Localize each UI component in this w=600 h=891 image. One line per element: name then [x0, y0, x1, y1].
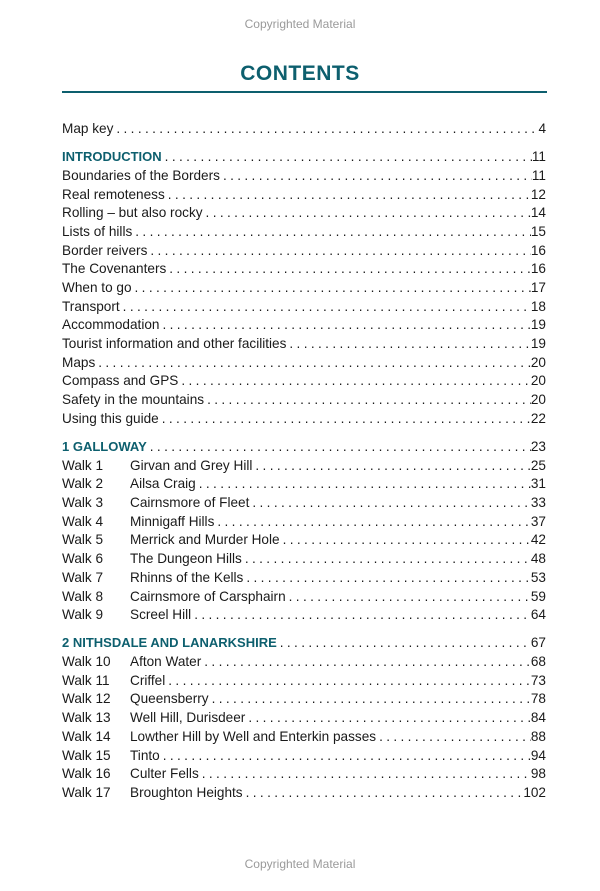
entry-title: Merrick and Murder Hole [130, 532, 280, 548]
toc-entry[interactable] [62, 550, 546, 569]
entry-title: Using this guide [62, 410, 159, 426]
page-number: 19 [530, 336, 546, 352]
dot-leader [160, 747, 531, 766]
page-number: 94 [530, 747, 546, 763]
entry-title: When to go [62, 280, 132, 295]
page-number: 20 [530, 373, 546, 389]
walk-number: Walk 17 [62, 784, 111, 800]
dot-leader [113, 120, 538, 139]
walk-number: Walk 7 [62, 569, 104, 585]
entry-title: Queensberry [130, 691, 209, 707]
page-number: 19 [530, 317, 546, 333]
dot-leader [203, 204, 531, 223]
page-number: 18 [530, 298, 546, 314]
entry-title: Screel Hill [130, 607, 192, 623]
toc-section [62, 148, 546, 428]
entry-title: Map key [62, 121, 114, 136]
page-number: 20 [530, 392, 546, 408]
entry-title: Real remoteness [62, 186, 165, 202]
walk-number: Walk 15 [62, 747, 111, 763]
entry-title: Cairnsmore of Fleet [130, 495, 250, 511]
toc-entry[interactable] [62, 298, 546, 317]
page-number: 102 [523, 784, 546, 800]
dot-leader [191, 606, 531, 625]
page-number: 73 [530, 672, 546, 688]
toc-section-heading[interactable] [62, 148, 546, 167]
entry-title: Border reivers [62, 242, 148, 258]
dot-leader [196, 475, 531, 494]
dot-leader [165, 186, 531, 205]
toc-entry[interactable] [62, 728, 546, 747]
toc-entry[interactable] [62, 784, 546, 803]
toc-entry[interactable] [62, 569, 546, 588]
entry-title: Tinto [130, 747, 160, 763]
entry-title: Afton Water [130, 654, 202, 670]
entry-title: Rolling – but also rocky [62, 205, 203, 221]
dot-leader [199, 765, 531, 784]
dot-leader [147, 242, 531, 261]
page-number: 25 [530, 457, 546, 473]
dot-leader [162, 148, 532, 167]
page-number: 17 [530, 280, 546, 295]
entry-title: Safety in the mountains [62, 392, 205, 408]
page-number: 78 [530, 691, 546, 707]
page-number: 33 [530, 495, 546, 511]
page-number: 4 [538, 121, 546, 136]
entry-title: Broughton Heights [130, 784, 243, 800]
dot-leader [245, 709, 531, 728]
entry-title: INTRODUCTION [62, 149, 162, 165]
entry-title: Ailsa Craig [130, 476, 196, 492]
toc-entry[interactable] [62, 709, 546, 728]
dot-leader [242, 550, 531, 569]
entry-title: Transport [62, 298, 120, 314]
page-number: 37 [530, 513, 546, 529]
toc-entry[interactable] [62, 204, 546, 223]
toc-entry[interactable] [62, 457, 546, 476]
walk-number: Walk 4 [62, 513, 104, 529]
toc-entry[interactable] [62, 391, 546, 410]
dot-leader [132, 223, 531, 242]
page-number: 15 [530, 223, 546, 239]
page-number: 20 [530, 354, 546, 370]
entry-title: Well Hill, Durisdeer [130, 710, 246, 726]
dot-leader [166, 260, 531, 279]
page-number: 22 [530, 410, 546, 426]
dot-leader [120, 298, 531, 317]
toc-entry[interactable] [62, 475, 546, 494]
dot-leader [204, 391, 531, 410]
page-number: 88 [530, 728, 546, 744]
page-number: 84 [530, 710, 546, 726]
toc-entry[interactable] [62, 588, 546, 607]
toc-entry[interactable] [62, 606, 546, 625]
page-number: 59 [530, 588, 546, 604]
entry-title: Cairnsmore of Carsphairn [130, 588, 286, 604]
walk-number: Walk 8 [62, 588, 104, 604]
watermark-bottom: Copyrighted Material [244, 857, 356, 871]
toc-section [62, 634, 546, 802]
entry-title: Accommodation [62, 317, 160, 333]
toc-entry[interactable] [62, 513, 546, 532]
dot-leader [376, 728, 531, 747]
page-number: 11 [531, 167, 546, 183]
dot-leader [165, 672, 531, 691]
entry-title: Girvan and Grey Hill [130, 457, 253, 473]
entry-title: Rhinns of the Kells [130, 569, 244, 585]
page-number: 31 [530, 476, 546, 492]
toc-entry[interactable] [62, 531, 546, 550]
entry-title: The Dungeon Hills [130, 551, 242, 567]
toc-section-heading[interactable] [62, 438, 546, 457]
walk-number: Walk 3 [62, 495, 104, 511]
page-number: 48 [530, 551, 546, 567]
dot-leader [243, 784, 524, 803]
dot-leader [220, 167, 532, 186]
toc-entry[interactable] [62, 186, 546, 205]
entry-title: Lists of hills [62, 223, 133, 239]
entry-title: Criffel [130, 672, 166, 688]
entry-title: Lowther Hill by Well and Enterkin passes [130, 728, 377, 744]
dot-leader [132, 279, 531, 298]
dot-leader [159, 316, 530, 335]
toc-entry[interactable] [62, 354, 546, 373]
page-number: 12 [530, 186, 546, 202]
walk-number: Walk 11 [62, 672, 110, 688]
page-title: CONTENTS [240, 62, 360, 85]
toc-entry[interactable] [62, 120, 546, 139]
toc-entry[interactable] [62, 765, 546, 784]
toc-entry[interactable] [62, 690, 546, 709]
toc-entry[interactable] [62, 335, 546, 354]
toc-section-heading[interactable] [62, 634, 546, 653]
walk-number: Walk 6 [62, 551, 104, 567]
toc-entry[interactable] [62, 242, 546, 261]
entry-title: Boundaries of the Borders [62, 167, 220, 183]
page-number: 11 [531, 149, 546, 165]
toc-entry[interactable] [62, 279, 546, 298]
walk-number: Walk 16 [62, 766, 111, 782]
entry-title: Compass and GPS [62, 373, 179, 389]
dot-leader [243, 569, 531, 588]
page-number: 98 [530, 766, 546, 782]
dot-leader [286, 588, 531, 607]
entry-title: Maps [62, 354, 96, 370]
walk-number: Walk 2 [62, 476, 104, 492]
page-number: 16 [530, 261, 546, 277]
entry-title: The Covenanters [62, 261, 167, 277]
toc-entry[interactable] [62, 316, 546, 335]
dot-leader [147, 438, 531, 457]
walk-number: Walk 13 [62, 710, 111, 726]
page-number: 16 [530, 242, 546, 258]
entry-title: Tourist information and other facilities [62, 336, 287, 352]
page-number: 53 [530, 569, 546, 585]
dot-leader [159, 410, 531, 429]
toc-entry[interactable] [62, 747, 546, 766]
table-of-contents [62, 120, 546, 812]
toc-entry[interactable] [62, 653, 546, 672]
page-number: 23 [530, 439, 546, 454]
dot-leader [95, 354, 531, 373]
walk-number: Walk 14 [62, 728, 111, 744]
dot-leader [252, 457, 530, 476]
toc-entry[interactable] [62, 167, 546, 186]
walk-number: Walk 1 [62, 457, 104, 473]
dot-leader [214, 513, 531, 532]
page-number: 14 [530, 205, 546, 221]
page-number: 42 [530, 532, 546, 548]
dot-leader [201, 653, 531, 672]
toc-entry[interactable] [62, 260, 546, 279]
title-rule [62, 91, 547, 93]
walk-number: Walk 10 [62, 654, 111, 670]
dot-leader [277, 634, 531, 653]
entry-title: Minnigaff Hills [130, 513, 215, 529]
walk-number: Walk 5 [62, 532, 104, 548]
dot-leader [280, 531, 531, 550]
dot-leader [209, 690, 531, 709]
watermark-top: Copyrighted Material [244, 17, 356, 31]
entry-title: 2 NITHSDALE AND LANARKSHIRE [62, 635, 277, 651]
toc-entry[interactable] [62, 672, 546, 691]
entry-title: Culter Fells [130, 766, 199, 782]
page-number: 68 [530, 654, 546, 670]
dot-leader [178, 372, 531, 391]
toc-entry[interactable] [62, 494, 546, 513]
toc-entry[interactable] [62, 223, 546, 242]
dot-leader [249, 494, 531, 513]
walk-number: Walk 9 [62, 607, 104, 623]
toc-section [62, 120, 546, 139]
dot-leader [286, 335, 530, 354]
page-number: 67 [530, 635, 546, 651]
toc-entry[interactable] [62, 372, 546, 391]
toc-entry[interactable] [62, 410, 546, 429]
walk-number: Walk 12 [62, 691, 111, 707]
toc-section [62, 438, 546, 625]
page-number: 64 [530, 607, 546, 623]
entry-title: 1 GALLOWAY [62, 439, 147, 454]
